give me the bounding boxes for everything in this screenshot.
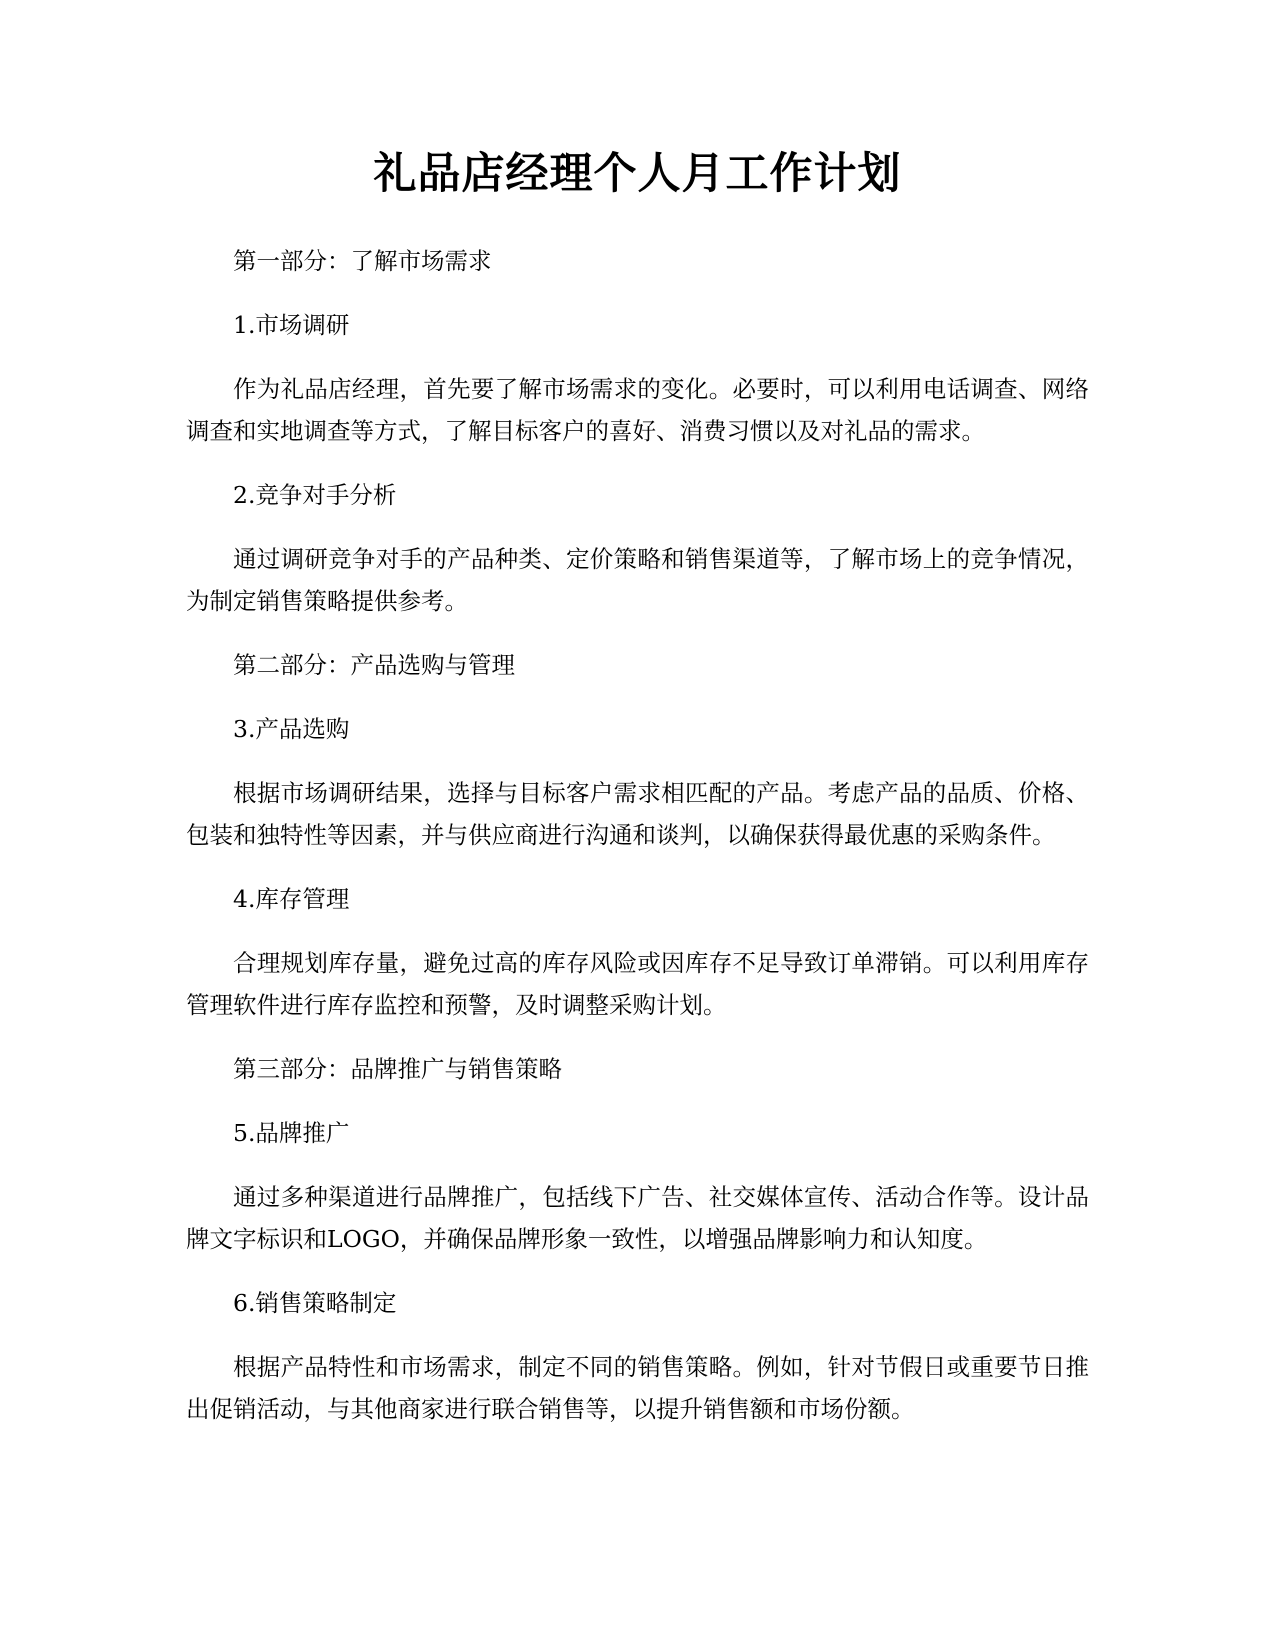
paragraph-market-research: 作为礼品店经理，首先要了解市场需求的变化。必要时，可以利用电话调查、网络调查和实地调查等方式，了解目标客户的喜好、消费习惯以及对礼品的需求。 [186, 375, 1089, 445]
paragraph-product-selection: 根据市场调研结果，选择与目标客户需求相匹配的产品。考虑产品的品质、价格、包装和独特性等因素，并与供应商进行沟通和谈判，以确保获得最优惠的采购条件。 [186, 779, 1089, 849]
paragraph-brand-promotion: 通过多种渠道进行品牌推广，包括线下广告、社交媒体宣传、活动合作等。设计品牌文字标识和LOGO，并确保品牌形象一致性，以增强品牌影响力和认知度。 [186, 1183, 1089, 1253]
subheading-inventory: 4.库存管理 [233, 885, 350, 913]
document-body [186, 240, 1089, 1452]
subheading-sales-strategy: 6.销售策略制定 [233, 1289, 397, 1317]
subheading-brand-promotion: 5.品牌推广 [233, 1119, 350, 1147]
section-heading-2: 第二部分：产品选购与管理 [233, 651, 515, 679]
section-heading-3: 第三部分：品牌推广与销售策略 [233, 1055, 562, 1083]
document-title: 礼品店经理个人月工作计划 [373, 149, 902, 199]
paragraph-competitor-analysis: 通过调研竞争对手的产品种类、定价策略和销售渠道等，了解市场上的竞争情况，为制定销售策略提供参考。 [186, 545, 1089, 615]
paragraph-inventory: 合理规划库存量，避免过高的库存风险或因库存不足导致订单滞销。可以利用库存管理软件进行库存监控和预警，及时调整采购计划。 [186, 949, 1089, 1019]
paragraph-sales-strategy: 根据产品特性和市场需求，制定不同的销售策略。例如，针对节假日或重要节日推出促销活动，与其他商家进行联合销售等，以提升销售额和市场份额。 [186, 1353, 1089, 1423]
subheading-competitor-analysis: 2.竞争对手分析 [233, 481, 397, 509]
section-heading-1: 第一部分：了解市场需求 [233, 247, 492, 275]
subheading-market-research: 1.市场调研 [233, 311, 350, 339]
subheading-product-selection: 3.产品选购 [233, 715, 350, 743]
